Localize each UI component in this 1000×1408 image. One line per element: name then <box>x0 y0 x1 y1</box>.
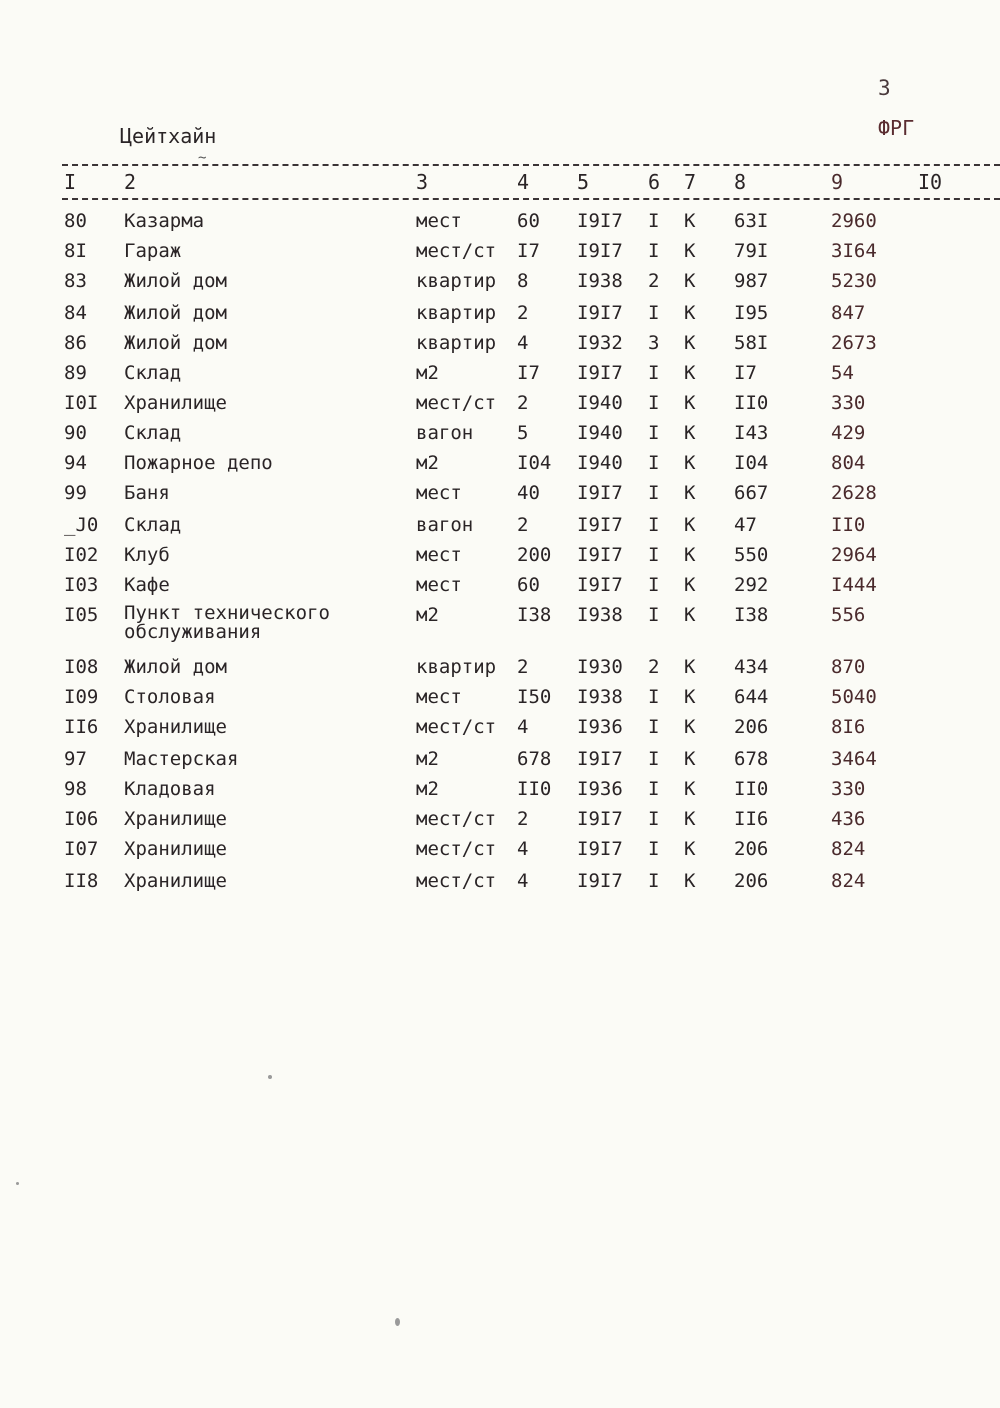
object-name: Жилой дом <box>124 270 227 292</box>
object-name: Пункт технического обслуживания <box>124 602 330 643</box>
column-9-cell: 2960 <box>831 210 877 232</box>
column-7-cell: К <box>684 686 696 708</box>
column-8-cell: 434 <box>734 656 769 678</box>
column-7-cell: К <box>684 604 696 626</box>
column-8-cell: 292 <box>734 574 769 596</box>
column-number: 8 <box>734 170 747 194</box>
quantity-cell: 2 <box>517 514 529 536</box>
column-8-cell: 79I <box>734 240 769 262</box>
column-8-cell: 678 <box>734 748 769 770</box>
table-row <box>0 870 1000 900</box>
column-9-cell: 5230 <box>831 270 877 292</box>
object-name: Хранилище <box>124 716 227 738</box>
object-name: Хранилище <box>124 808 227 830</box>
object-name: Мастерская <box>124 748 239 770</box>
year-cell: I9I7 <box>577 362 623 384</box>
quantity-cell: I50 <box>517 686 552 708</box>
unit-cell: мест <box>416 482 462 504</box>
quantity-cell: 60 <box>517 574 540 596</box>
object-name: Хранилище <box>124 838 227 860</box>
column-7-cell: К <box>684 302 696 324</box>
paper-speck <box>16 1182 19 1185</box>
column-7-cell: К <box>684 656 696 678</box>
column-7-cell: К <box>684 482 696 504</box>
column-number: 2 <box>124 170 137 194</box>
column-number: 5 <box>577 170 590 194</box>
unit-cell: м2 <box>416 778 439 800</box>
object-name: Казарма <box>124 210 205 232</box>
year-cell: I9I7 <box>577 482 623 504</box>
table-row <box>0 656 1000 686</box>
table-row <box>0 838 1000 868</box>
year-cell: I938 <box>577 604 623 626</box>
year-cell: I9I7 <box>577 808 623 830</box>
table-row <box>0 362 1000 392</box>
year-cell: I9I7 <box>577 574 623 596</box>
column-9-cell: 804 <box>831 452 866 474</box>
row-number: 86 <box>64 332 87 354</box>
year-cell: I938 <box>577 686 623 708</box>
unit-cell: мест/ст <box>416 870 497 892</box>
unit-cell: м2 <box>416 604 439 626</box>
column-8-cell: I7 <box>734 362 757 384</box>
quantity-cell: I04 <box>517 452 552 474</box>
page-number: 3 <box>878 76 891 100</box>
column-9-cell: 5040 <box>831 686 877 708</box>
column-6-cell: 3 <box>648 332 660 354</box>
table-row <box>0 482 1000 512</box>
column-9-cell: 824 <box>831 870 866 892</box>
object-name: Кафе <box>124 574 170 596</box>
column-7-cell: К <box>684 838 696 860</box>
row-number: 97 <box>64 748 87 770</box>
year-cell: I9I7 <box>577 544 623 566</box>
row-number: 80 <box>64 210 87 232</box>
quantity-cell: 4 <box>517 332 529 354</box>
year-cell: I9I7 <box>577 240 623 262</box>
year-cell: I9I7 <box>577 210 623 232</box>
row-number: _J0 <box>64 514 99 536</box>
quantity-cell: 2 <box>517 392 529 414</box>
object-name: Баня <box>124 482 170 504</box>
column-7-cell: К <box>684 332 696 354</box>
paper-speck <box>395 1318 400 1326</box>
quantity-cell: 200 <box>517 544 552 566</box>
row-number: I05 <box>64 604 99 626</box>
quantity-cell: 8 <box>517 270 529 292</box>
unit-cell: квартир <box>416 270 497 292</box>
quantity-cell: I38 <box>517 604 552 626</box>
table-row <box>0 602 1000 643</box>
column-6-cell: I <box>648 544 660 566</box>
quantity-cell: 2 <box>517 656 529 678</box>
column-7-cell: К <box>684 452 696 474</box>
unit-cell: мест/ст <box>416 808 497 830</box>
unit-cell: квартир <box>416 656 497 678</box>
column-8-cell: II0 <box>734 392 769 414</box>
object-name: Жилой дом <box>124 656 227 678</box>
column-6-cell: I <box>648 686 660 708</box>
column-6-cell: I <box>648 716 660 738</box>
table-row <box>0 544 1000 574</box>
column-9-cell: 330 <box>831 778 866 800</box>
column-8-cell: 644 <box>734 686 769 708</box>
unit-cell: м2 <box>416 452 439 474</box>
column-6-cell: I <box>648 808 660 830</box>
column-9-cell: 2673 <box>831 332 877 354</box>
year-cell: I936 <box>577 778 623 800</box>
unit-cell: квартир <box>416 332 497 354</box>
unit-cell: м2 <box>416 748 439 770</box>
column-8-cell: 206 <box>734 870 769 892</box>
unit-cell: мест/ст <box>416 392 497 414</box>
year-cell: I940 <box>577 452 623 474</box>
year-cell: I9I7 <box>577 870 623 892</box>
table-row <box>0 392 1000 422</box>
column-6-cell: I <box>648 778 660 800</box>
column-6-cell: 2 <box>648 270 660 292</box>
row-number: I0I <box>64 392 99 414</box>
column-9-cell: 54 <box>831 362 854 384</box>
column-7-cell: К <box>684 392 696 414</box>
unit-cell: мест <box>416 574 462 596</box>
column-number: 6 <box>648 170 661 194</box>
table-top-rule <box>62 164 1000 166</box>
column-8-cell: 550 <box>734 544 769 566</box>
row-number: 94 <box>64 452 87 474</box>
column-7-cell: К <box>684 270 696 292</box>
column-7-cell: К <box>684 362 696 384</box>
column-6-cell: I <box>648 452 660 474</box>
table-row <box>0 686 1000 716</box>
column-6-cell: I <box>648 574 660 596</box>
quantity-cell: I7 <box>517 240 540 262</box>
row-number: 99 <box>64 482 87 504</box>
row-number: 98 <box>64 778 87 800</box>
object-name: Склад <box>124 514 182 536</box>
year-cell: I9I7 <box>577 748 623 770</box>
quantity-cell: 2 <box>517 302 529 324</box>
column-7-cell: К <box>684 870 696 892</box>
unit-cell: вагон <box>416 422 474 444</box>
object-name: Хранилище <box>124 870 227 892</box>
column-9-cell: 847 <box>831 302 866 324</box>
object-name: Жилой дом <box>124 332 227 354</box>
column-number: 7 <box>684 170 697 194</box>
row-number: 83 <box>64 270 87 292</box>
column-8-cell: 206 <box>734 716 769 738</box>
column-9-cell: 8I6 <box>831 716 866 738</box>
row-number: I08 <box>64 656 99 678</box>
quantity-cell: 5 <box>517 422 529 444</box>
column-6-cell: I <box>648 210 660 232</box>
column-9-cell: 556 <box>831 604 866 626</box>
column-8-cell: I04 <box>734 452 769 474</box>
column-number-header <box>0 170 1000 196</box>
table-row <box>0 778 1000 808</box>
column-8-cell: 667 <box>734 482 769 504</box>
table-row <box>0 210 1000 240</box>
place-name: Цейтхайн <box>120 124 217 148</box>
unit-cell: мест <box>416 686 462 708</box>
unit-cell: вагон <box>416 514 474 536</box>
column-6-cell: I <box>648 870 660 892</box>
quantity-cell: 4 <box>517 716 529 738</box>
column-9-cell: 2628 <box>831 482 877 504</box>
quantity-cell: I7 <box>517 362 540 384</box>
row-number: 89 <box>64 362 87 384</box>
column-6-cell: I <box>648 838 660 860</box>
year-cell: I9I7 <box>577 302 623 324</box>
country-label: ФРГ <box>878 116 915 140</box>
column-7-cell: К <box>684 574 696 596</box>
row-number: I06 <box>64 808 99 830</box>
column-7-cell: К <box>684 716 696 738</box>
quantity-cell: 4 <box>517 870 529 892</box>
unit-cell: мест/ст <box>416 240 497 262</box>
row-number: 90 <box>64 422 87 444</box>
quantity-cell: II0 <box>517 778 552 800</box>
column-7-cell: К <box>684 778 696 800</box>
table-row <box>0 748 1000 778</box>
column-7-cell: К <box>684 422 696 444</box>
object-name: Гараж <box>124 240 182 262</box>
table-row <box>0 452 1000 482</box>
quantity-cell: 4 <box>517 838 529 860</box>
unit-cell: мест <box>416 210 462 232</box>
row-number: 84 <box>64 302 87 324</box>
column-number: 3 <box>416 170 429 194</box>
table-row <box>0 332 1000 362</box>
column-9-cell: 824 <box>831 838 866 860</box>
column-8-cell: 63I <box>734 210 769 232</box>
column-8-cell: I43 <box>734 422 769 444</box>
column-8-cell: II0 <box>734 778 769 800</box>
typewriter-mark: ~ <box>198 150 207 166</box>
row-number: I09 <box>64 686 99 708</box>
paper-speck <box>268 1075 272 1079</box>
column-6-cell: I <box>648 748 660 770</box>
column-7-cell: К <box>684 748 696 770</box>
column-number: 4 <box>517 170 530 194</box>
year-cell: I9I7 <box>577 514 623 536</box>
column-8-cell: 987 <box>734 270 769 292</box>
quantity-cell: 40 <box>517 482 540 504</box>
year-cell: I930 <box>577 656 623 678</box>
column-9-cell: 870 <box>831 656 866 678</box>
table-row <box>0 574 1000 604</box>
table-row <box>0 422 1000 452</box>
column-9-cell: I444 <box>831 574 877 596</box>
column-7-cell: К <box>684 210 696 232</box>
unit-cell: мест/ст <box>416 838 497 860</box>
column-7-cell: К <box>684 240 696 262</box>
quantity-cell: 60 <box>517 210 540 232</box>
table-row <box>0 808 1000 838</box>
object-name: Склад <box>124 422 182 444</box>
column-6-cell: I <box>648 302 660 324</box>
year-cell: I940 <box>577 392 623 414</box>
column-6-cell: 2 <box>648 656 660 678</box>
year-cell: I938 <box>577 270 623 292</box>
column-6-cell: I <box>648 514 660 536</box>
year-cell: I936 <box>577 716 623 738</box>
column-9-cell: 3464 <box>831 748 877 770</box>
object-name: Пожарное депо <box>124 452 273 474</box>
column-7-cell: К <box>684 514 696 536</box>
column-7-cell: К <box>684 544 696 566</box>
column-8-cell: 206 <box>734 838 769 860</box>
year-cell: I932 <box>577 332 623 354</box>
column-9-cell: 436 <box>831 808 866 830</box>
column-6-cell: I <box>648 240 660 262</box>
object-name: Жилой дом <box>124 302 227 324</box>
row-number: II6 <box>64 716 99 738</box>
object-name: Склад <box>124 362 182 384</box>
column-8-cell: 47 <box>734 514 757 536</box>
row-number: II8 <box>64 870 99 892</box>
column-number: I0 <box>918 170 943 194</box>
column-6-cell: I <box>648 392 660 414</box>
column-8-cell: II6 <box>734 808 769 830</box>
unit-cell: квартир <box>416 302 497 324</box>
object-name: Клуб <box>124 544 170 566</box>
quantity-cell: 678 <box>517 748 552 770</box>
column-number: I <box>64 170 77 194</box>
column-8-cell: 58I <box>734 332 769 354</box>
row-number: I07 <box>64 838 99 860</box>
object-name: Столовая <box>124 686 216 708</box>
column-9-cell: 2964 <box>831 544 877 566</box>
unit-cell: м2 <box>416 362 439 384</box>
column-9-cell: 429 <box>831 422 866 444</box>
quantity-cell: 2 <box>517 808 529 830</box>
row-number: I03 <box>64 574 99 596</box>
table-row <box>0 514 1000 544</box>
table-header-rule <box>62 198 1000 200</box>
column-9-cell: II0 <box>831 514 866 536</box>
column-6-cell: I <box>648 422 660 444</box>
column-6-cell: I <box>648 604 660 626</box>
column-6-cell: I <box>648 362 660 384</box>
column-7-cell: К <box>684 808 696 830</box>
column-9-cell: 3I64 <box>831 240 877 262</box>
column-8-cell: I38 <box>734 604 769 626</box>
table-row <box>0 716 1000 746</box>
object-name: Хранилище <box>124 392 227 414</box>
column-6-cell: I <box>648 482 660 504</box>
table-row <box>0 270 1000 300</box>
column-8-cell: I95 <box>734 302 769 324</box>
table-row <box>0 302 1000 332</box>
object-name: Кладовая <box>124 778 216 800</box>
unit-cell: мест/ст <box>416 716 497 738</box>
unit-cell: мест <box>416 544 462 566</box>
column-9-cell: 330 <box>831 392 866 414</box>
table-row <box>0 240 1000 270</box>
year-cell: I9I7 <box>577 838 623 860</box>
column-number: 9 <box>831 170 844 194</box>
row-number: 8I <box>64 240 87 262</box>
year-cell: I940 <box>577 422 623 444</box>
row-number: I02 <box>64 544 99 566</box>
